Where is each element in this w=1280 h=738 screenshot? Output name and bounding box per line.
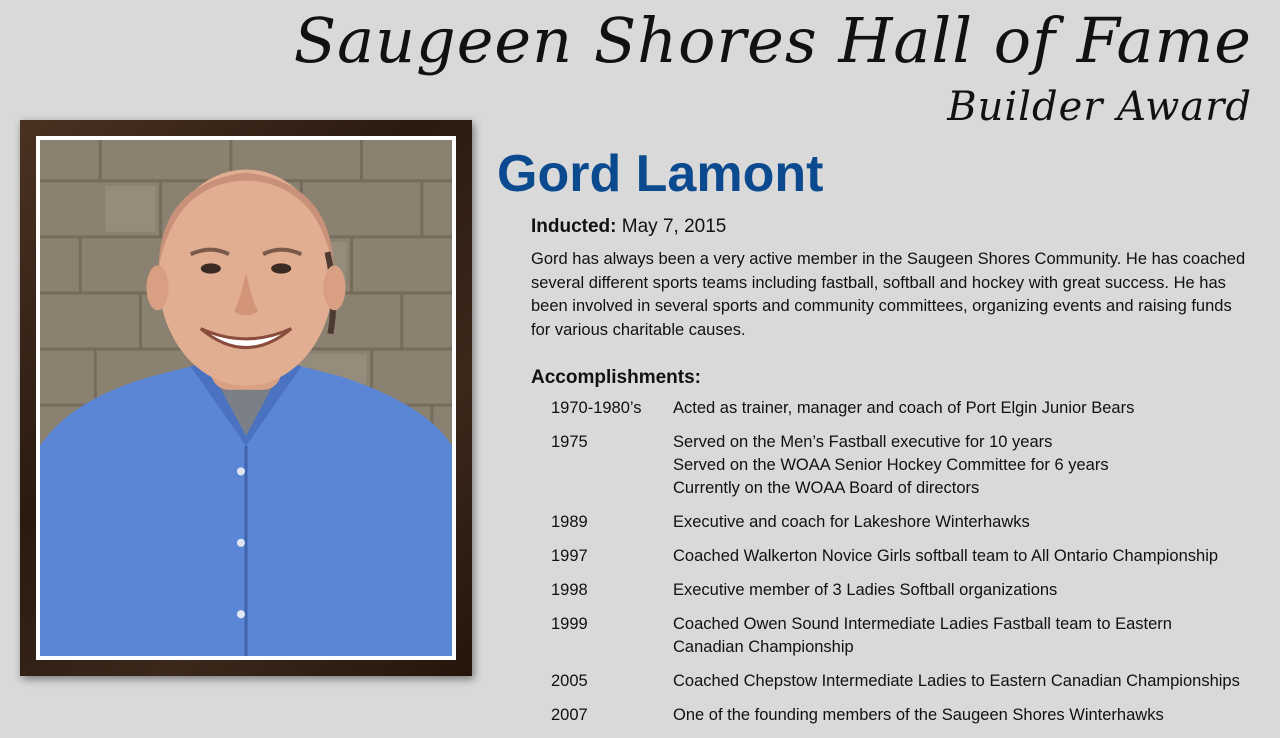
accomplishment-year: 1999 xyxy=(551,615,588,633)
award-subtitle: Builder Award xyxy=(947,84,1252,130)
accomplishment-description xyxy=(673,613,1266,659)
accomplishment-year: 1989 xyxy=(551,513,588,531)
accomplishment-item xyxy=(551,613,1266,659)
accomplishment-year: 1975 xyxy=(551,433,588,451)
inductee-bio: Gord has always been a very active member in the Saugeen Shores Community. He has coached several different sports teams including fastball, softball and hockey with great success. He has been involved in several sports and community committees, organizing events and raising funds for various charitable causes. xyxy=(531,250,1246,339)
accomplishment-year: 1997 xyxy=(551,547,588,565)
inductee-name: Gord Lamont xyxy=(497,145,824,203)
page-title: Saugeen Shores Hall of Fame xyxy=(293,4,1252,77)
inducted-date: May 7, 2015 xyxy=(621,216,727,237)
accomplishment-item xyxy=(551,579,1266,602)
portrait-illustration xyxy=(40,140,452,656)
accomplishment-year: 2005 xyxy=(551,672,588,690)
accomplishment-line: Served on the Men’s Fastball executive for 10 years xyxy=(673,433,1053,451)
accomplishment-item xyxy=(551,670,1266,693)
inducted-label: Inducted: xyxy=(531,216,617,237)
accomplishment-description xyxy=(673,545,1266,568)
photo-frame xyxy=(20,120,472,676)
accomplishment-year: 1998 xyxy=(551,581,588,599)
portrait-photo xyxy=(40,140,452,656)
accomplishment-item xyxy=(551,397,1266,420)
accomplishment-line: One of the founding members of the Saugeen Shores Winterhawks xyxy=(673,706,1164,724)
accomplishment-item xyxy=(551,545,1266,568)
accomplishment-year: 1970-1980’s xyxy=(551,399,642,417)
accomplishments-heading: Accomplishments: xyxy=(531,367,701,388)
accomplishment-line: Currently on the WOAA Board of directors xyxy=(673,479,980,497)
accomplishment-line: Coached Owen Sound Intermediate Ladies Fastball team to Eastern xyxy=(673,615,1172,633)
accomplishment-line: Coached Chepstow Intermediate Ladies to Eastern Canadian Championships xyxy=(673,672,1240,690)
accomplishment-line: Executive member of 3 Ladies Softball organizations xyxy=(673,581,1058,599)
accomplishment-description xyxy=(673,704,1266,727)
accomplishment-item xyxy=(551,704,1266,727)
accomplishment-line: Canadian Championship xyxy=(673,638,854,656)
accomplishment-line: Executive and coach for Lakeshore Winterhawks xyxy=(673,513,1030,531)
accomplishment-description xyxy=(673,579,1266,602)
accomplishment-line: Served on the WOAA Senior Hockey Committee for 6 years xyxy=(673,456,1109,474)
accomplishment-item xyxy=(551,431,1266,500)
accomplishments-list xyxy=(551,397,1266,738)
accomplishment-item xyxy=(551,511,1266,534)
accomplishment-line: Acted as trainer, manager and coach of Port Elgin Junior Bears xyxy=(673,399,1135,417)
accomplishment-description xyxy=(673,511,1266,534)
accomplishment-line: Coached Walkerton Novice Girls softball team to All Ontario Championship xyxy=(673,547,1219,565)
induction-line xyxy=(531,216,726,238)
photo-mat xyxy=(36,136,456,660)
accomplishment-description xyxy=(673,397,1266,420)
accomplishment-description xyxy=(673,431,1266,500)
accomplishment-description xyxy=(673,670,1266,693)
accomplishment-year: 2007 xyxy=(551,706,588,724)
